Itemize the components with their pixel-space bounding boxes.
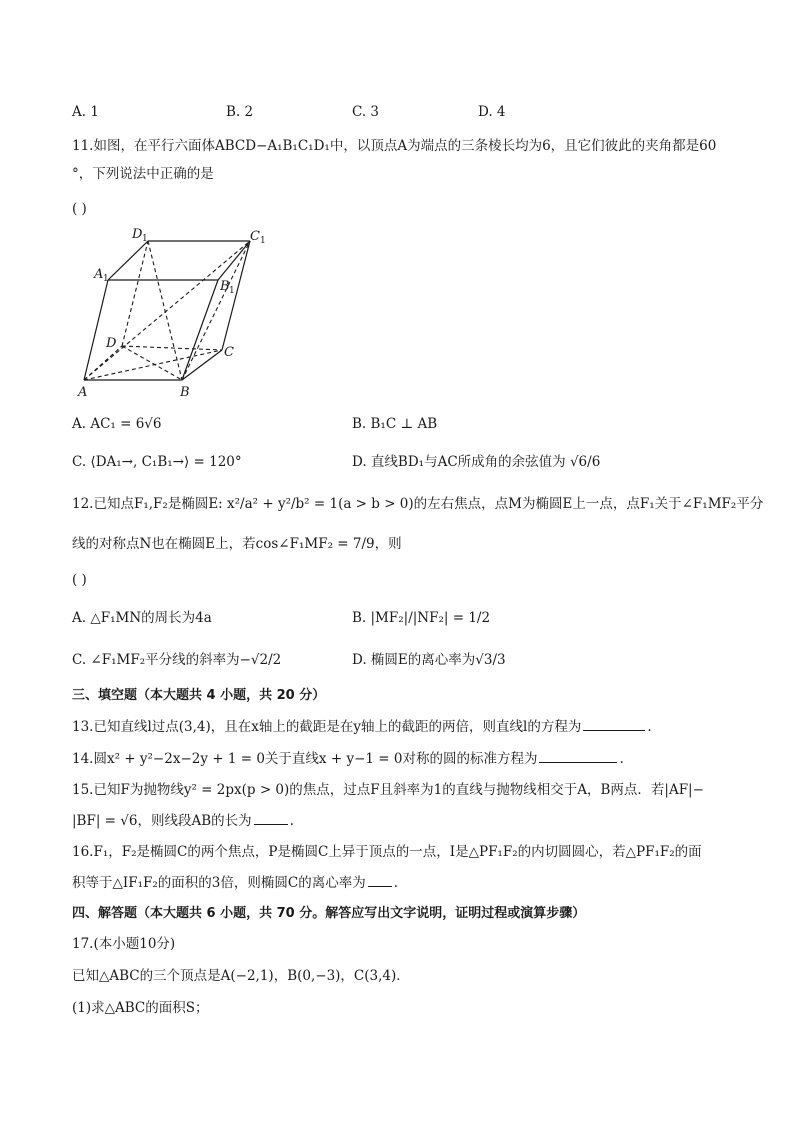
section-4-heading: 四、解答题（本大题共 6 小题，共 70 分。解答应写出文字说明，证明过程或演算步骤） [72,906,586,921]
q15-stem-line1: 15.已知F为抛物线y² = 2px(p > 0)的焦点，过点F且斜率为1的直线与抛物线相交于A，B两点．若|AF|− [72,782,704,798]
q16-answer-blank[interactable] [368,872,392,887]
q10-option-a: A. 1 [72,104,99,120]
svg-text:1: 1 [103,274,109,284]
q15-answer-blank[interactable] [254,810,288,825]
q15-stem-line2: |BF| = √6，则线段AB的长为 . [72,810,294,831]
label-d: D [106,336,117,351]
q12-stem-line2: 线的对称点N也在椭圆E上，若cos∠F₁MF₂ = 7/9，则 [72,536,402,552]
q10-option-b: B. 2 [226,104,254,120]
q11-stem-line2: °，下列说法中正确的是 [72,166,214,182]
q10-option-d: D. 4 [478,104,506,120]
q11-option-c: C. ⟨DA₁→, C₁B₁→⟩ = 120° [72,454,242,470]
label-a1: A [94,267,104,282]
parallelepiped-figure [72,222,282,406]
q11-answer-paren: ( ) [72,201,87,217]
label-a: A [78,385,88,400]
q14-answer-blank[interactable] [539,748,617,763]
label-c: C [224,345,234,360]
q14-stem: 14.圆x² + y²−2x−2y + 1 = 0关于直线x + y−1 = 0对称的圆的标准方程为 . [72,748,624,769]
label-b: B [180,385,190,400]
svg-text:1: 1 [142,234,148,244]
q12-answer-paren: ( ) [72,572,87,588]
q13-stem: 13.已知直线l过点(3,4)，且在x轴上的截距是在y轴上的截距的两倍，则直线l的方程为 . [72,716,652,737]
section-3-heading: 三、填空题（本大题共 4 小题，共 20 分） [72,688,326,703]
q10-option-c: C. 3 [352,104,380,120]
q16-stem-line2: 积等于△IF₁F₂的面积的3倍，则椭圆C的离心率为 . [72,872,398,893]
q12-stem-line1: 12.已知点F₁,F₂是椭圆E: x²/a² + y²/b² = 1(a > b > 0)的左右焦点，点M为椭圆E上一点，点F₁关于∠F₁MF₂平分 [72,496,764,512]
q11-option-d: D. 直线BD₁与AC所成角的余弦值为 √6/6 [352,454,601,470]
label-b1: B [220,279,230,294]
label-d1: D [132,227,143,242]
q11-option-a: A. AC₁ = 6√6 [72,416,162,432]
q12-option-c: C. ∠F₁MF₂平分线的斜率为−√2/2 [72,652,282,668]
q17-part1: (1)求△ABC的面积S； [72,1000,209,1016]
q11-stem-line1: 11.如图，在平行六面体ABCD−A₁B₁C₁D₁中，以顶点A为端点的三条棱长均为6，且它们彼此的夹角都是60 [72,138,717,154]
q12-option-a: A. △F₁MN的周长为4a [72,610,212,626]
q12-option-d: D. 椭圆E的离心率为√3/3 [352,652,506,668]
q16-stem-line1: 16.F₁，F₂是椭圆C的两个焦点，P是椭圆C上异于顶点的一点，I是△PF₁F₂的内切圆圆心，若△PF₁F₂的面 [72,844,702,860]
q17-header: 17.(本小题10分) [72,936,176,952]
svg-text:1: 1 [260,236,266,246]
svg-text:1: 1 [229,286,235,296]
q11-option-b: B. B₁C ⊥ AB [352,416,438,432]
q13-answer-blank[interactable] [583,716,645,731]
label-c1: C [250,229,260,244]
q17-stem: 已知△ABC的三个顶点是A(−2,1)，B(0,−3)，C(3,4)． [72,968,410,984]
q12-option-b: B. |MF₂|/|NF₂| = 1/2 [352,610,491,626]
